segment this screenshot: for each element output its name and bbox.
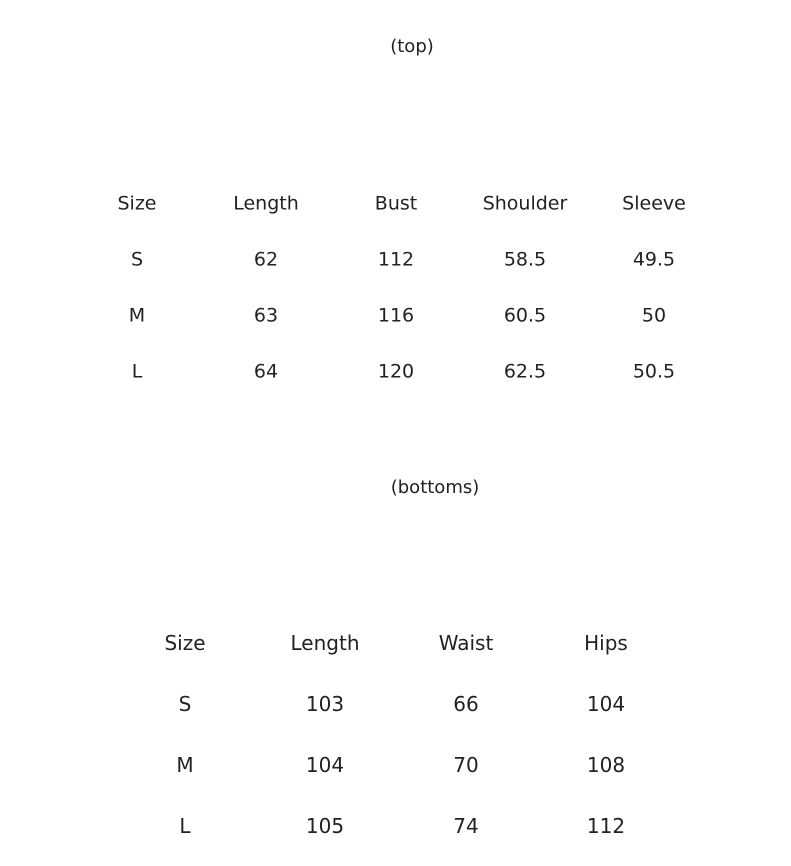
- table-cell: S: [178, 692, 192, 716]
- bottoms-header-hips: Hips: [584, 631, 628, 655]
- table-cell: 104: [305, 753, 345, 777]
- table-cell: 112: [377, 248, 415, 271]
- table-cell: 120: [377, 360, 415, 383]
- table-cell: 74: [453, 814, 479, 838]
- table-cell: 63: [253, 304, 279, 327]
- bottoms-section-title: (bottoms): [390, 477, 480, 498]
- table-cell: 112: [586, 814, 626, 838]
- table-cell: 49.5: [632, 248, 676, 271]
- table-cell: 50: [641, 304, 667, 327]
- table-cell: 64: [253, 360, 279, 383]
- table-cell: 62: [253, 248, 279, 271]
- top-header-bust: Bust: [374, 192, 418, 215]
- table-cell: 105: [305, 814, 345, 838]
- top-header-shoulder: Shoulder: [482, 192, 568, 215]
- table-cell: L: [179, 814, 191, 838]
- top-header-sleeve: Sleeve: [622, 192, 686, 215]
- table-cell: L: [131, 360, 143, 383]
- bottoms-header-length: Length: [290, 631, 360, 655]
- top-header-size: Size: [117, 192, 157, 215]
- table-cell: 66: [453, 692, 479, 716]
- table-cell: 58.5: [503, 248, 547, 271]
- table-cell: 103: [305, 692, 345, 716]
- table-cell: S: [130, 248, 144, 271]
- table-cell: M: [128, 304, 146, 327]
- table-cell: 116: [377, 304, 415, 327]
- table-cell: 108: [586, 753, 626, 777]
- table-cell: 50.5: [632, 360, 676, 383]
- table-cell: M: [176, 753, 194, 777]
- table-cell: 70: [453, 753, 479, 777]
- top-header-length: Length: [233, 192, 299, 215]
- bottoms-header-size: Size: [164, 631, 206, 655]
- table-cell: 62.5: [503, 360, 547, 383]
- table-cell: 60.5: [503, 304, 547, 327]
- top-section-title: (top): [390, 36, 434, 57]
- bottoms-header-waist: Waist: [438, 631, 494, 655]
- table-cell: 104: [586, 692, 626, 716]
